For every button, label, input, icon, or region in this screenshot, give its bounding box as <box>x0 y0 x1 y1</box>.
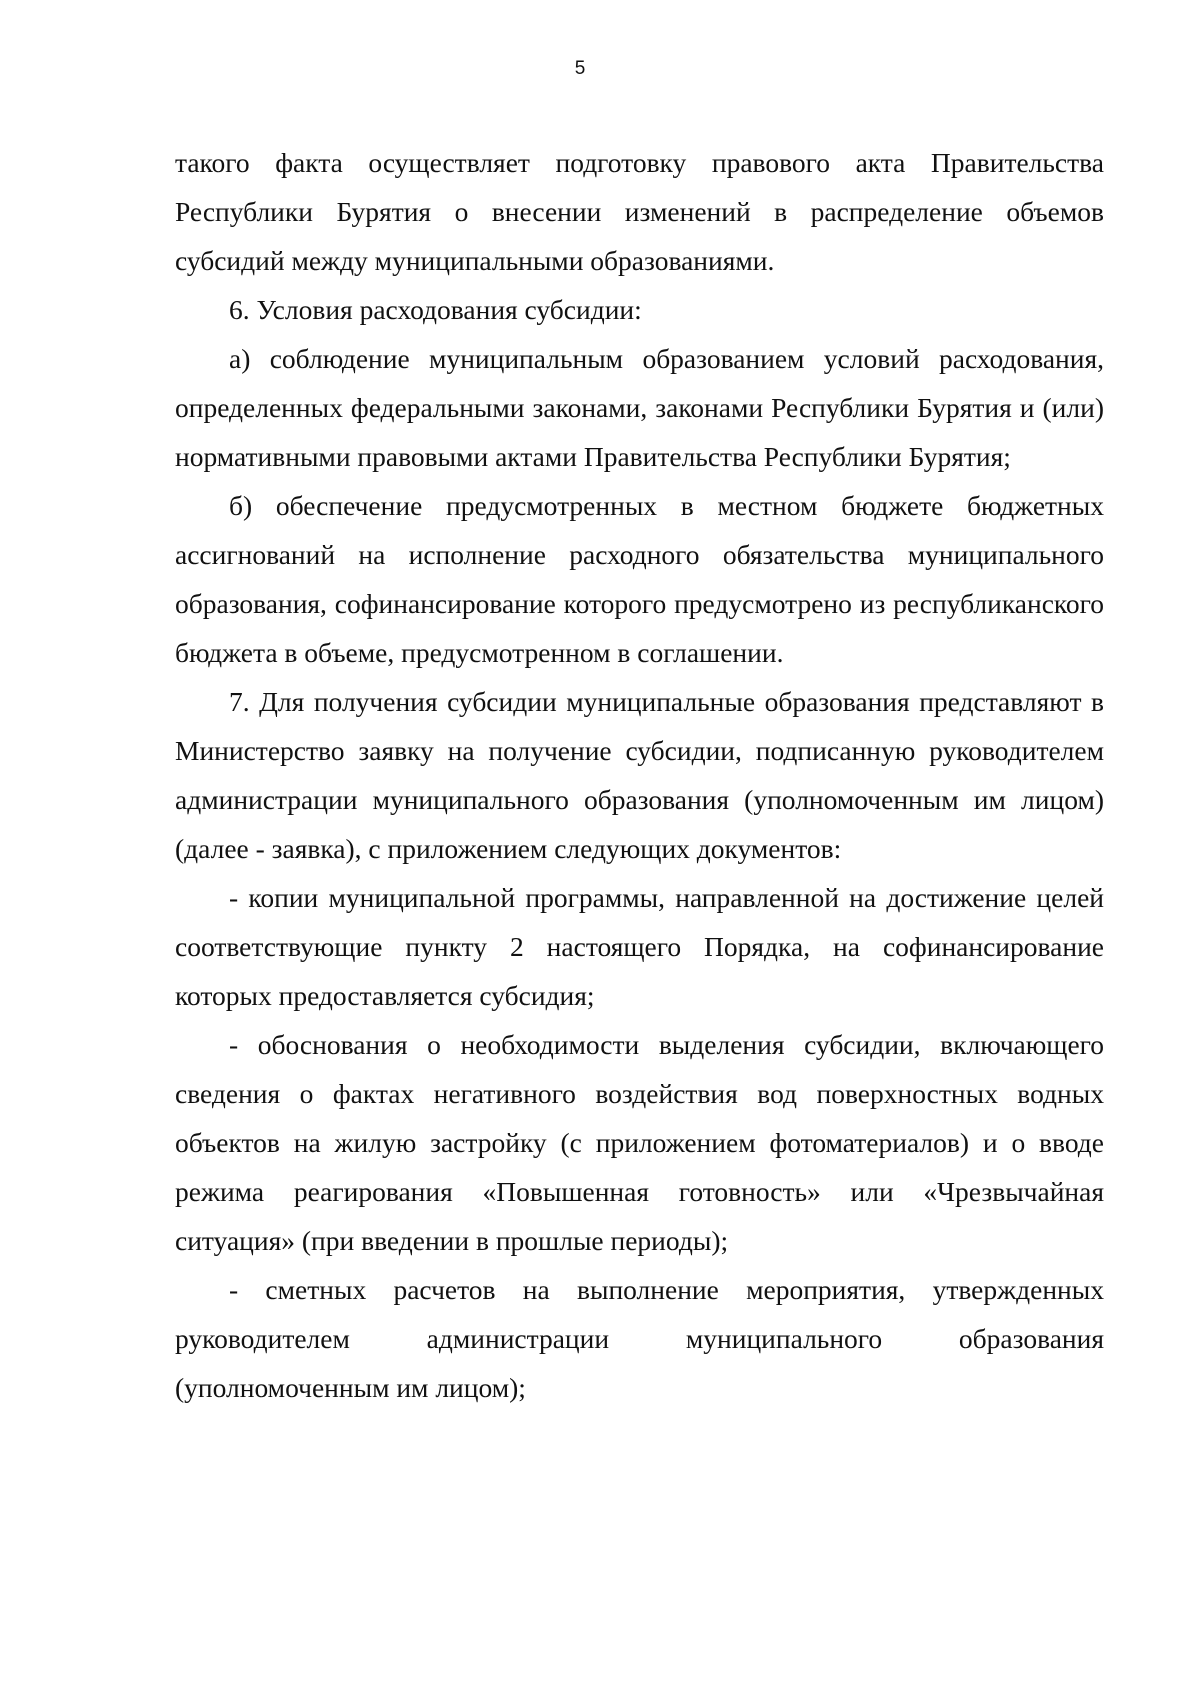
paragraph-section-6-heading: 6. Условия расходования субсидии: <box>229 294 642 325</box>
page-number: 5 <box>574 58 586 79</box>
paragraph-condition-a: а) соблюдение муниципальным образованием условий расходования, определенных федеральными законами, законами Республики Бурятия и (или) нормативными правовыми актами Правительства Республики Бурятия; <box>175 343 1104 472</box>
paragraph-continuation: такого факта осуществляет подготовку правового акта Правительства Республики Бурятия о внесении изменений в распределение объемов субсидий между муниципальными образованиями. <box>175 147 1104 276</box>
paragraph-document-estimates: - сметных расчетов на выполнение мероприятия, утвержденных руководителем администрации муниципального образования (уполномоченным им лицом); <box>175 1274 1104 1403</box>
document-body <box>175 138 1104 1412</box>
paragraph-document-justification: - обоснования о необходимости выделения субсидии, включающего сведения о фактах негативного воздействия вод поверхностных водных объектов на жилую застройку (с приложением фотоматериалов) и о вводе режима реагирования «Повышенная готовность» или «Чрезвычайная ситуация» (при введении в прошлые периоды); <box>175 1029 1104 1256</box>
paragraph-document-program-copy: - копии муниципальной программы, направленной на достижение целей соответствующие пункту 2 настоящего Порядка, на софинансирование которых предоставляется субсидия; <box>175 882 1104 1011</box>
paragraph-condition-b: б) обеспечение предусмотренных в местном бюджете бюджетных ассигнований на исполнение расходного обязательства муниципального образования, софинансирование которого предусмотрено из республиканского бюджета в объеме, предусмотренном в соглашении. <box>175 490 1104 668</box>
paragraph-section-7: 7. Для получения субсидии муниципальные образования представляют в Министерство заявку на получение субсидии, подписанную руководителем администрации муниципального образования (уполномоченным им лицом) (далее - заявка), с приложением следующих документов: <box>175 686 1104 864</box>
